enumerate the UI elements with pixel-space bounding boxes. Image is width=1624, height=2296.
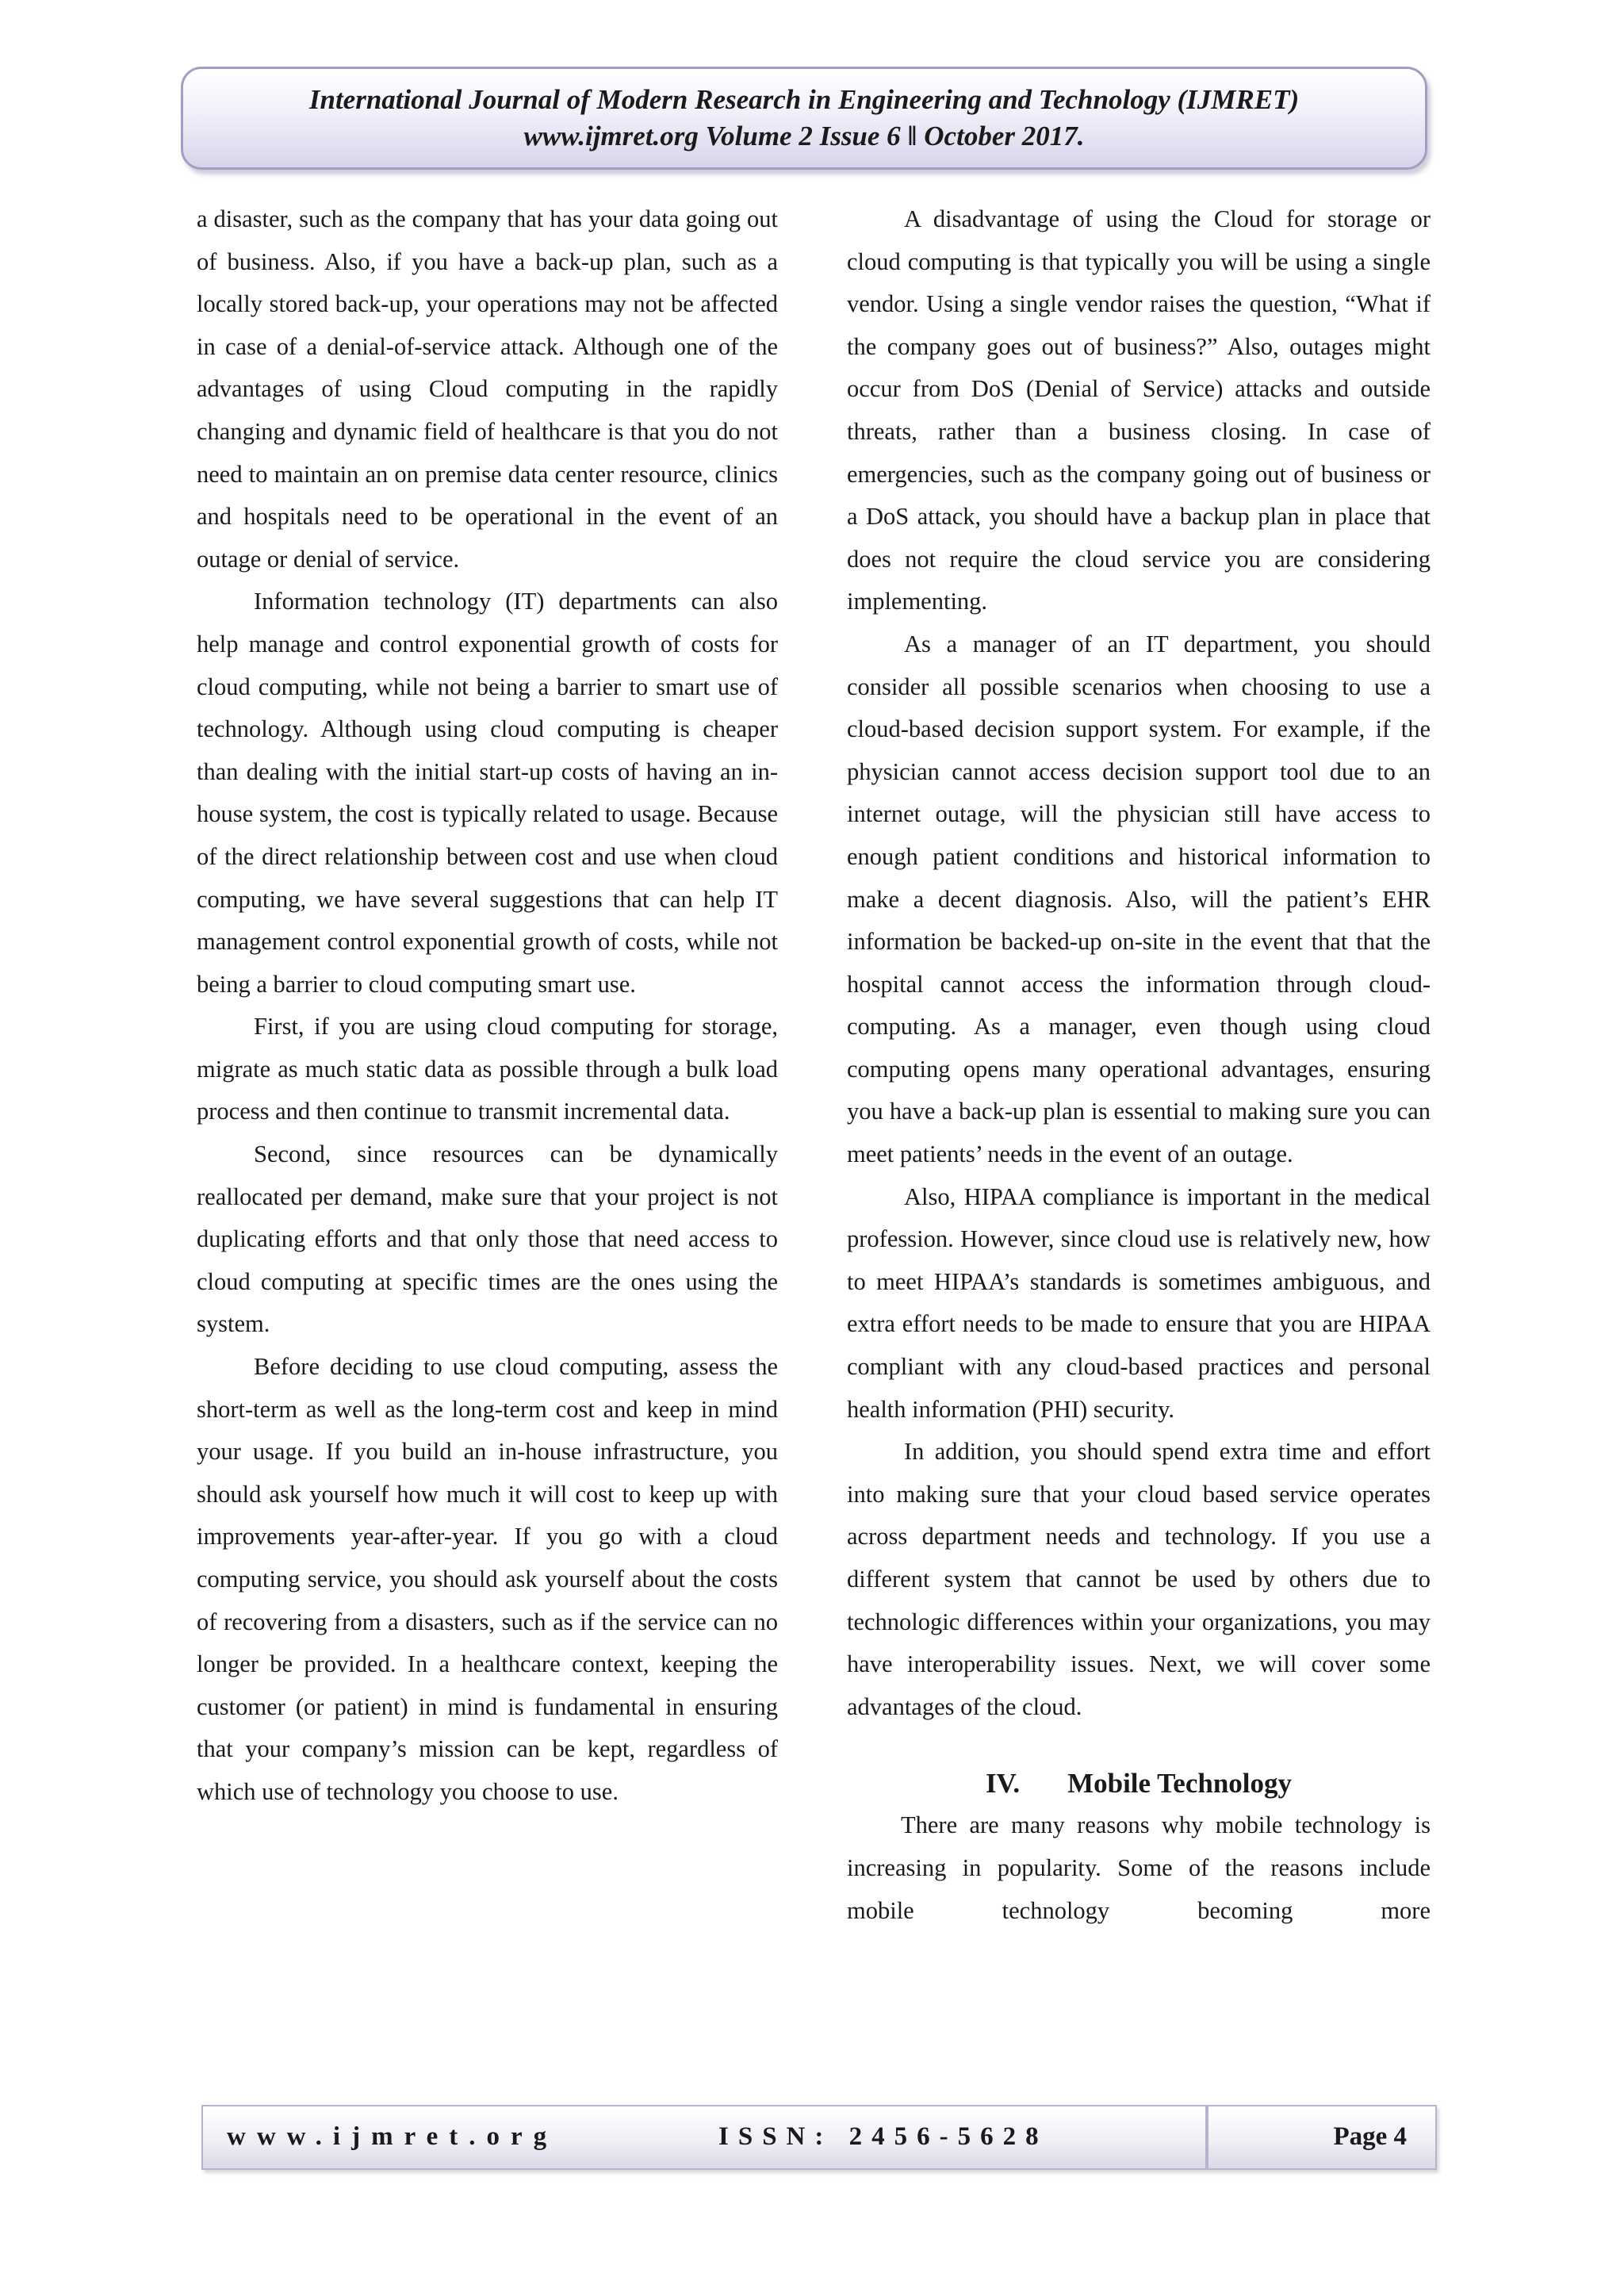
paragraph: a disaster, such as the company that has your data going out of business. Also, if you have a back-up plan, such as a locally stored back-up, your operations may not be affected in case of a denial-of-service attack. Although one of the advantages of using Cloud computing in the rapidly changing and dynamic field of healthcare is that you do not need to maintain an on premise data center resource, clinics and hospitals need to be operational in the event of an outage or denial of service. (197, 205, 778, 573)
paragraph: A disadvantage of using the Cloud for storage or cloud computing is that typically you will be using a single vendor. Using a single vendor raises the question, “What if the company goes out of business?” Also, outages might occur from DoS (Denial of Service) attacks and outside threats, rather than a business closing. In case of emergencies, such as the company going out of business or a DoS attack, you should have a backup plan in place that does not require the cloud service you are considering implementing. (847, 205, 1431, 615)
paragraph: Before deciding to use cloud computing, assess the short-term as well as the long-term cost and keep in mind your usage. If you build an in-house infrastructure, you should ask yourself how much it will cost to keep up with improvements year-after-year. If you go with a cloud computing service, you should ask yourself about the costs of recovering from a disasters, such as if the service can no longer be provided. In a healthcare context, keeping the customer (or patient) in mind is fundamental in ensuring that your company’s mission can be kept, regardless of which use of technology you choose to use. (197, 1353, 778, 1805)
page-number: Page 4 (1333, 2122, 1407, 2151)
section-number: IV. (985, 1768, 1021, 1800)
section-heading (847, 1763, 1431, 1804)
paragraph: As a manager of an IT department, you should consider all possible scenarios when choosing to use a cloud-based decision support system. For example, if the physician cannot access decision support tool due to an internet outage, will the physician still have access to enough patient conditions and historical information to make a decent diagnosis. Also, will the patient’s EHR information be backed-up on-site in the event that that the hospital cannot access the information through cloud-computing. As a manager, even though using cloud computing opens many operational advantages, ensuring you have a back-up plan is essential to making sure you can meet patients’ needs in the event of an outage. (847, 630, 1431, 1168)
journal-title: International Journal of Modern Research in Engineering and Technology (IJMRET) (308, 84, 1300, 115)
issue-line: www.ijmret.org Volume 2 Issue 6 ǁ October 2017. (523, 121, 1085, 151)
page-footer (201, 2105, 1437, 2170)
paragraph: Information technology (IT) departments can also help manage and control exponential growth of costs for cloud computing, while not being a barrier to smart use of technology. Although using cloud computing is cheaper than dealing with the initial start-up costs of having an in-house system, the cost is typically related to usage. Because of the direct relationship between cost and use when cloud computing, we have several suggestions that can help IT management control exponential growth of costs, while not being a barrier to cloud computing smart use. (197, 588, 778, 998)
paragraph: In addition, you should spend extra time and effort into making sure that your cloud based service operates across department needs and technology. If you use a different system that cannot be used by others due to technologic differences within your organizations, you may have interoperability issues. Next, we will cover some advantages of the cloud. (847, 1438, 1431, 1720)
footer-issn: ISSN: 2456-5628 (718, 2122, 1048, 2151)
footer-website: www.ijmret.org (227, 2122, 558, 2151)
journal-header (181, 67, 1427, 170)
section-title: Mobile Technology (1067, 1768, 1293, 1800)
paragraph: Also, HIPAA compliance is important in the medical profession. However, since cloud use is relatively new, how to meet HIPAA’s standards is sometimes ambiguous, and extra effort needs to be made to ensure that you are HIPAA compliant with any cloud-based practices and personal health information (PHI) security. (847, 1182, 1431, 1423)
paragraph: Second, since resources can be dynamically reallocated per demand, make sure that your project is not duplicating efforts and that only those that need access to cloud computing at specific times are the ones using the system. (197, 1140, 778, 1338)
right-column (847, 198, 1431, 1932)
left-column (197, 198, 778, 1814)
footer-divider (1205, 2106, 1208, 2168)
paragraph: First, if you are using cloud computing for storage, migrate as much static data as possible through a bulk load process and then continue to transmit incremental data. (197, 1013, 778, 1125)
paragraph: There are many reasons why mobile technology is increasing in popularity. Some of the reasons include mobile technology becoming more (847, 1811, 1431, 1924)
